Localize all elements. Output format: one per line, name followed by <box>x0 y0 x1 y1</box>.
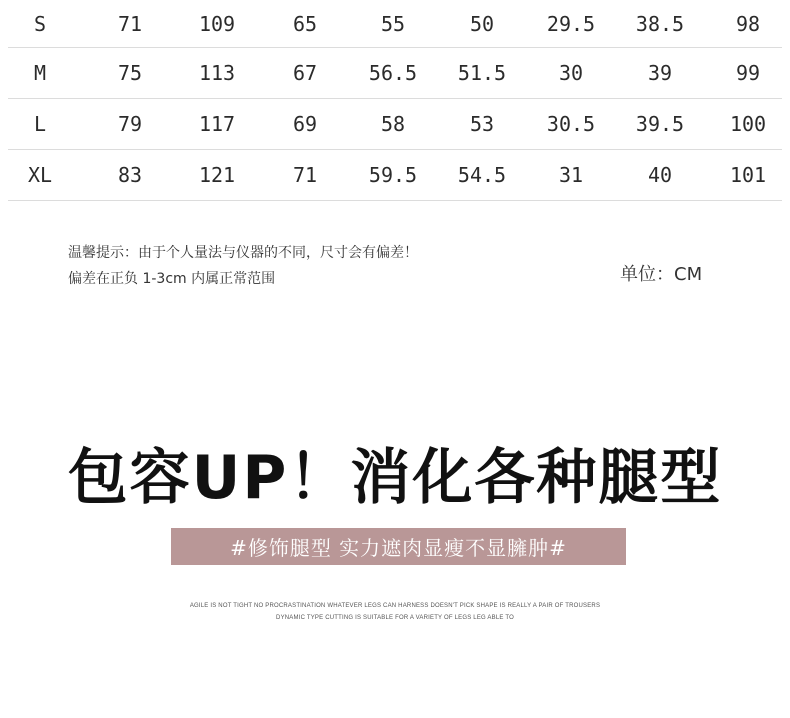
tagline-line-1: AGILE IS NOT TIGHT NO PROCRASTINATION WHATEVER LEGS CAN HARNESS DOESN'T PICK SHAPE IS REALLY A PAIR OF TROUSERS <box>189 603 601 609</box>
size-cell: 109 <box>198 11 236 36</box>
size-cell: 121 <box>198 163 236 187</box>
feature-banner <box>171 528 626 565</box>
size-row-xl <box>8 150 782 201</box>
size-cell: 40 <box>647 163 673 187</box>
size-cell: 30.5 <box>546 112 596 136</box>
size-cell: M <box>33 61 47 85</box>
size-cell: 69 <box>292 112 318 136</box>
size-cell: 101 <box>729 163 767 187</box>
size-row-m <box>8 48 782 99</box>
size-cell: 58 <box>380 112 406 136</box>
size-cell: 83 <box>117 163 143 187</box>
size-cell: 65 <box>292 11 318 36</box>
size-cell: 50 <box>469 11 495 36</box>
size-cell: 67 <box>292 61 318 85</box>
size-cell: 59.5 <box>368 163 418 187</box>
size-cell: 31 <box>558 163 584 187</box>
size-cell: 39 <box>647 61 673 85</box>
english-tagline <box>0 600 790 624</box>
unit-label: 单位：CM <box>620 264 703 285</box>
size-cell: 39.5 <box>635 112 685 136</box>
size-cell: 38.5 <box>635 11 685 36</box>
size-cell: 99 <box>735 61 761 85</box>
size-table <box>8 0 782 201</box>
size-cell: 30 <box>558 61 584 85</box>
tagline-line-2: DYNAMIC TYPE CUTTING IS SUITABLE FOR A VARIETY OF LEGS LEG ABLE TO <box>276 615 514 621</box>
size-row-s <box>8 0 782 48</box>
size-cell: 55 <box>380 11 406 36</box>
banner-text: #修饰腿型 实力遮肉显瘦不显臃肿# <box>230 536 567 560</box>
size-cell: 100 <box>729 112 767 136</box>
size-cell: 71 <box>292 163 318 187</box>
size-cell: 56.5 <box>368 61 418 85</box>
size-cell: 75 <box>117 61 143 85</box>
size-cell: 51.5 <box>457 61 507 85</box>
size-cell: L <box>33 112 47 136</box>
notice-line-2: 偏差在正负 1-3cm 内属正常范围 <box>68 271 276 287</box>
size-cell: 98 <box>735 11 761 36</box>
size-cell: 71 <box>117 11 143 36</box>
notice-line-1: 温馨提示：由于个人量法与仪器的不同，尺寸会有偏差！ <box>68 245 418 261</box>
measurement-notice <box>68 240 418 292</box>
size-cell: S <box>33 11 47 36</box>
size-cell: XL <box>27 163 53 187</box>
size-cell: 113 <box>198 61 236 85</box>
size-row-l <box>8 99 782 150</box>
size-cell: 53 <box>469 112 495 136</box>
headline: 包容UP！消化各种腿型 <box>67 443 723 513</box>
size-cell: 117 <box>198 112 236 136</box>
size-cell: 54.5 <box>457 163 507 187</box>
size-cell: 29.5 <box>546 11 596 36</box>
size-cell: 79 <box>117 112 143 136</box>
